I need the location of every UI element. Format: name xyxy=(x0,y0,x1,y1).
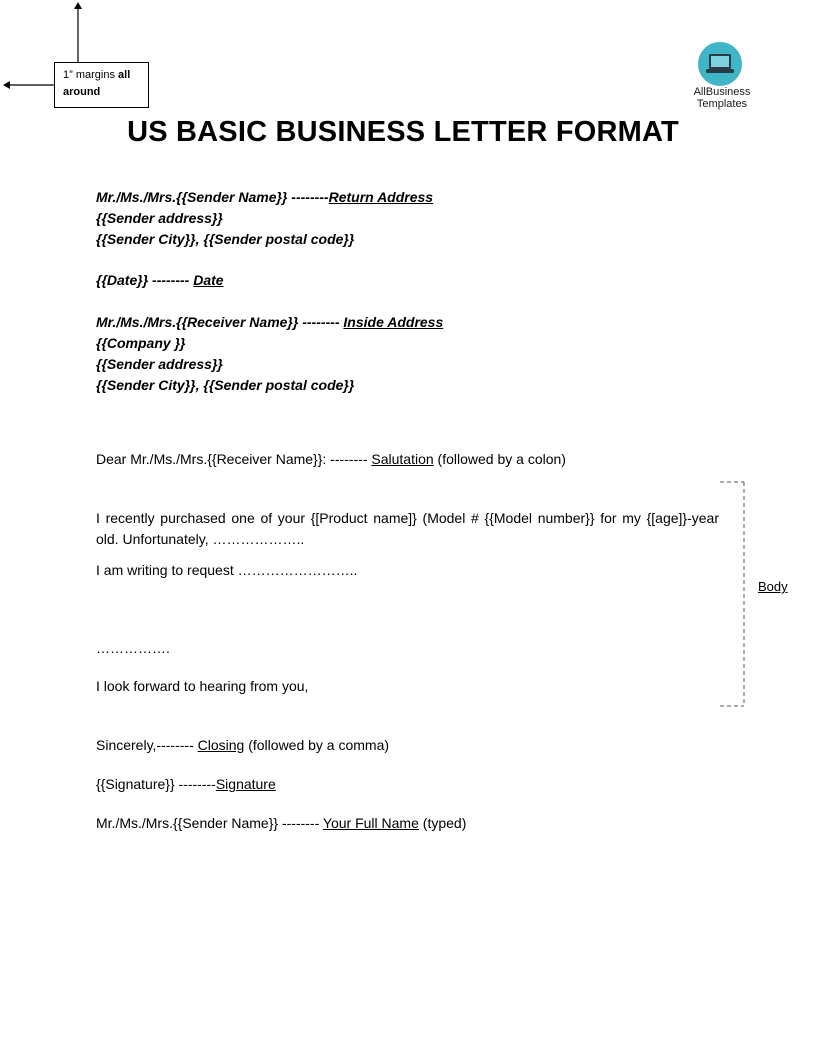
inside-address-receiver: Mr./Ms./Mrs.{{Receiver Name}} -------- xyxy=(96,314,344,330)
logo-text-line1: AllBusiness xyxy=(693,86,751,98)
margins-callout-bold: all around xyxy=(63,69,131,98)
return-address-sender: Mr./Ms./Mrs.{{Sender Name}} -------- xyxy=(96,189,329,205)
inside-address-line4: {{Sender City}}, {{Sender postal code}} xyxy=(96,377,355,393)
date-text: {{Date}} -------- xyxy=(96,272,194,288)
body-paragraph-4: I look forward to hearing from you, xyxy=(96,678,309,694)
up-arrow-head xyxy=(74,2,82,9)
date-label: Date xyxy=(193,272,224,288)
inside-address-label: Inside Address xyxy=(343,314,444,330)
body-bracket xyxy=(716,476,756,712)
margins-callout-text: 1” margins xyxy=(63,69,115,81)
logo-text-line2: Templates xyxy=(696,98,748,110)
return-address-line2: {{Sender address}} xyxy=(96,210,223,226)
inside-address-line3: {{Sender address}} xyxy=(96,356,223,372)
salutation-label: Salutation xyxy=(371,451,434,467)
return-address-line3: {{Sender City}}, {{Sender postal code}} xyxy=(96,231,355,247)
closing-text: Sincerely,-------- xyxy=(96,737,198,753)
full-name-label: Your Full Name xyxy=(322,815,419,831)
margins-callout-box xyxy=(54,62,149,108)
page-title: US BASIC BUSINESS LETTER FORMAT xyxy=(127,116,679,148)
body-paragraph-1: I recently purchased one of your {[Product name]} (Model # {{Model number}} for my {[age]}-year old. Unfortunately, ……………….. xyxy=(96,510,719,547)
salutation-note: (followed by a colon) xyxy=(433,451,566,467)
closing-label: Closing xyxy=(197,737,245,753)
salutation-text: Dear Mr./Ms./Mrs.{{Receiver Name}}: -------- xyxy=(96,451,372,467)
full-name-line xyxy=(96,813,466,834)
left-arrow-head xyxy=(3,81,10,89)
return-address-line1 xyxy=(96,187,433,208)
laptop-icon xyxy=(698,42,742,86)
signature-text: {{Signature}} -------- xyxy=(96,776,216,792)
signature-label: Signature xyxy=(215,776,276,792)
date-line xyxy=(96,270,224,291)
full-name-text: Mr./Ms./Mrs.{{Sender Name}} -------- xyxy=(96,815,323,831)
inside-address-line1 xyxy=(96,312,443,333)
closing-line xyxy=(96,735,389,756)
full-name-note: (typed) xyxy=(418,815,467,831)
salutation-line xyxy=(96,449,566,470)
signature-line xyxy=(96,774,276,795)
body-paragraph-2: I am writing to request …………………….. xyxy=(96,562,358,578)
closing-note: (followed by a comma) xyxy=(244,737,390,753)
return-address-label: Return Address xyxy=(328,189,434,205)
logo-text xyxy=(682,86,762,110)
body-bracket-label: Body xyxy=(758,579,788,594)
body-paragraph-3: ……………. xyxy=(96,640,170,656)
inside-address-line2: {{Company }} xyxy=(96,335,186,351)
logo xyxy=(698,42,742,86)
